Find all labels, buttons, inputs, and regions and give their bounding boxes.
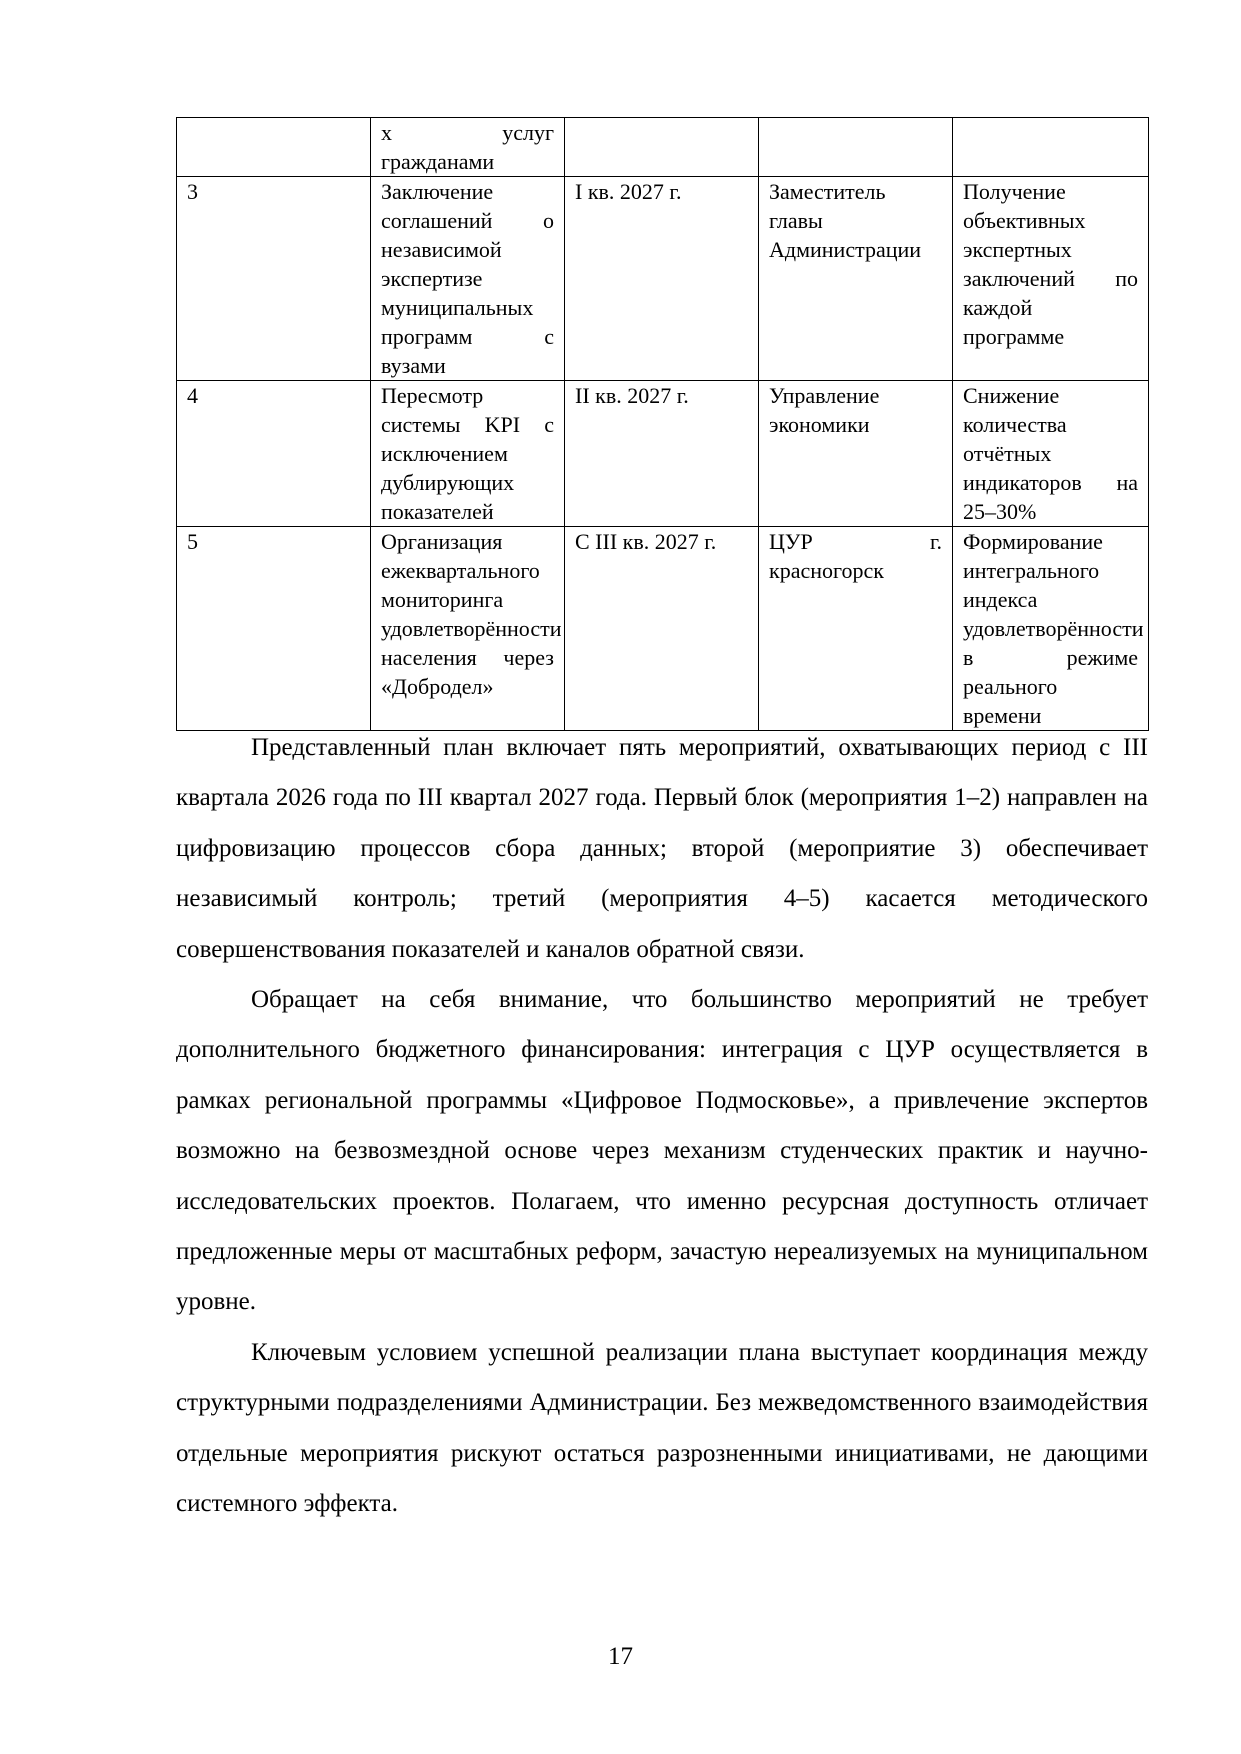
cell-term: С III кв. 2027 г. <box>565 527 759 731</box>
table-row <box>177 118 1149 177</box>
cell-responsible <box>759 118 953 177</box>
cell-result: Получение объективных экспертных заключений по каждой программе <box>953 177 1149 381</box>
cell-term <box>565 118 759 177</box>
cell-result: Формирование интегрального индекса удовлетворённости в режиме реального времени <box>953 527 1149 731</box>
paragraph-plan-summary: Представленный план включает пять мероприятий, охватывающих период с III квартала 2026 года по III квартал 2027 года. Первый блок (мероприятия 1–2) направлен на цифровизацию процессов сбора данных; второй (мероприятие 3) обеспечивает независимый контроль; третий (мероприятия 4–5) касается методического совершенствования показателей и каналов обратной связи. <box>176 734 1148 963</box>
cell-responsible: Управление экономики <box>759 381 953 527</box>
cell-term: I кв. 2027 г. <box>565 177 759 381</box>
cell-measure: х услуг гражданами <box>371 118 565 177</box>
cell-number: 3 <box>177 177 371 381</box>
cell-responsible: ЦУР г. красногорск <box>759 527 953 731</box>
paragraph-funding: Обращает на себя внимание, что большинство мероприятий не требует дополнительного бюджетного финансирования: интеграция с ЦУР осуществляется в рамках региональной программы «Цифровое Подмосковье», а привлечение экспертов возможно на безвозмездной основе через механизм студенческих практик и научно-исследовательских проектов. Полагаем, что именно ресурсная доступность отличает предложенные меры от масштабных реформ, зачастую нереализуемых на муниципальном уровне. <box>176 986 1148 1316</box>
cell-result <box>953 118 1149 177</box>
cell-measure: Организация ежеквартального мониторинга удовлетворённости населения через «Добродел» <box>371 527 565 731</box>
cell-term: II кв. 2027 г. <box>565 381 759 527</box>
cell-responsible: Заместитель главы Администрации <box>759 177 953 381</box>
table-row <box>177 527 1149 731</box>
cell-number <box>177 118 371 177</box>
cell-measure: Заключение соглашений о независимой экспертизе муниципальных программ с вузами <box>371 177 565 381</box>
cell-number: 4 <box>177 381 371 527</box>
action-plan-table <box>176 117 1149 731</box>
paragraph-coordination: Ключевым условием успешной реализации плана выступает координация между структурными подразделениями Администрации. Без межведомственного взаимодействия отдельные мероприятия рискуют остаться разрозненными инициативами, не дающими системного эффекта. <box>176 1338 1148 1518</box>
table-row <box>177 381 1149 527</box>
cell-measure: Пересмотр системы KPI с исключением дублирующих показателей <box>371 381 565 527</box>
cell-number: 5 <box>177 527 371 731</box>
table-row <box>177 177 1149 381</box>
page-number: 17 <box>608 1643 633 1670</box>
cell-result: Снижение количества отчётных индикаторов на 25–30% <box>953 381 1149 527</box>
body-text <box>176 723 1148 1530</box>
